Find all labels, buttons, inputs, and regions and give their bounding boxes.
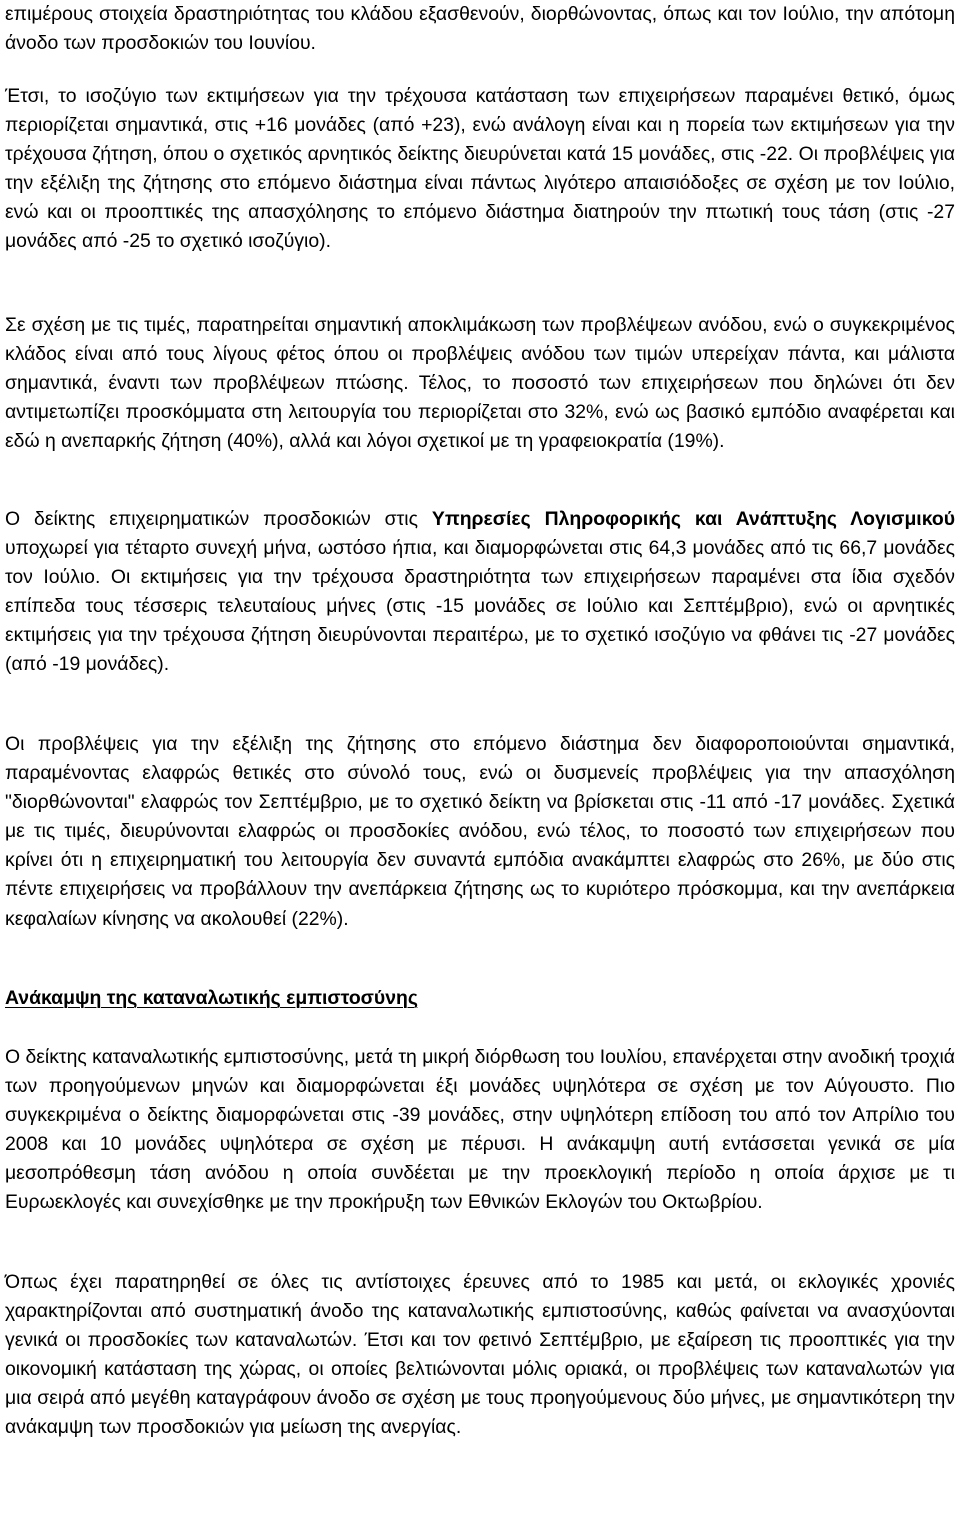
- paragraph-4-text-start: Ο δείκτης επιχειρηματικών προσδοκιών στις: [5, 508, 432, 530]
- paragraph-2-text: Έτσι, το ισοζύγιο των εκτιμήσεων για την τρέχουσα κατάσταση των επιχειρήσεων παραμένει θετικό, όμως περιορίζεται σημαντικά, στις +16 μονάδες (από +23), ενώ ανάλογη είναι και η πορεία των εκτιμήσεων για την τρέχουσα ζήτηση, όπου ο σχετικός αρνητικός δείκτης διευρύνεται κατά 15 μονάδες, στις -22. Οι προβλέψεις για την εξέλιξη της ζήτησης στο επόμενο διάστημα είναι πάντως λιγότερο απαισιόδοξες σε σχέση με τον Ιούλιο, ενώ και οι προοπτικές της απασχόλησης το επόμενο διάστημα διατηρούν την πτωτική τους τάση (στις -27 μονάδες από -25 το σχετικό ισοζύγιο).: [5, 85, 955, 253]
- paragraph-5-text: Οι προβλέψεις για την εξέλιξη της ζήτησης στο επόμενο διάστημα δεν διαφοροποιούνται σημαντικά, παραμένοντας ελαφρώς θετικές στο σύνολό τους, ενώ οι δυσμενείς προβλέψεις για την απασχόληση "διορθώνονται" ελαφρώς τον Σεπτέμβριο, με το σχετικό δείκτη να βρίσκεται στις -11 από -17 μονάδες. Σχετικά με τις τιμές, διευρύνονται ελαφρώς οι προσδοκίες ανόδου, ενώ τέλος, το ποσοστό των επιχειρήσεων που κρίνει ότι η επιχειρηματική του λειτουργία δεν συναντά εμπόδια ανακάμπτει ελαφρώς στο 26%, με δύο στις πέντε επιχειρήσεις να προβάλλουν την ανεπάρκεια ζήτησης ως το κυριότερο πρόσκομμα, και την ανεπάρκεια κεφαλαίων κίνησης να ακολουθεί (22%).: [5, 733, 955, 930]
- paragraph-2: [5, 82, 955, 257]
- paragraph-5: [5, 730, 955, 934]
- paragraph-3-text: Σε σχέση με τις τιμές, παρατηρείται σημαντική αποκλιμάκωση των προβλέψεων ανόδου, ενώ ο συγκεκριμένος κλάδος είναι από τους λίγους φέτος όπου οι προβλέψεις ανόδου των τιμών υπερείχαν πάντα, και μάλιστα σημαντικά, έναντι των προβλέψεων πτώσης. Τέλος, το ποσοστό των επιχειρήσεων που δηλώνει ότι δεν αντιμετωπίζει προσκόμματα στη λειτουργία του περιορίζεται στο 32%, ενώ ως βασικό εμπόδιο αναφέρεται και εδώ η ανεπαρκής ζήτηση (40%), αλλά και λόγοι σχετικοί με τη γραφειοκρατία (19%).: [5, 314, 955, 453]
- paragraph-3: [5, 311, 955, 456]
- paragraph-1: [5, 0, 955, 58]
- paragraph-7-text: Όπως έχει παρατηρηθεί σε όλες τις αντίστοιχες έρευνες από το 1985 και μετά, οι εκλογικές χρονιές χαρακτηρίζονται από συστηματική άνοδο της καταναλωτικής εμπιστοσύνης, καθώς φαίνεται να ανασχύονται γενικά οι προσδοκίες των καταναλωτών. Έτσι και τον φετινό Σεπτέμβριο, με εξαίρεση τις προοπτικές για την οικονομική κατάσταση της χώρας, οι οποίες βελτιώνονται μόλις οριακά, οι προβλέψεις των καταναλωτών για μια σειρά από μεγέθη καταγράφουν άνοδο σε σχέση με τους προηγούμενους δύο μήνες, με σημαντικότερη την ανάκαμψη των προσδοκιών για μείωση της ανεργίας.: [5, 1271, 955, 1439]
- section-heading: Ανάκαμψη της καταναλωτικής εμπιστοσύνης: [5, 987, 418, 1009]
- paragraph-6-text: Ο δείκτης καταναλωτικής εμπιστοσύνης, μετά τη μικρή διόρθωση του Ιουλίου, επανέρχεται στην ανοδική τροχιά των προηγούμενων μηνών και διαμορφώνεται έξι μονάδες υψηλότερα σε σχέση με τον Αύγουστο. Πιο συγκεκριμένα ο δείκτης διαμορφώνεται στις -39 μονάδες, στην υψηλότερη επίδοση του από τον Απρίλιο του 2008 και 10 μονάδες υψηλότερα σε σχέση με πέρυσι. Η ανάκαμψη αυτή εντάσσεται γενικά σε μία μεσοπρόθεσμη τάση ανόδου η οποία συνδέεται με την προεκλογική περίοδο η οποία άρχισε με τι Ευρωεκλογές και συνεχίσθηκε με την προκήρυξη των Εθνικών Εκλογών του Οκτωβρίου.: [5, 1046, 955, 1214]
- paragraph-4-text-end: υποχωρεί για τέταρτο συνεχή μήνα, ωστόσο ήπια, και διαμορφώνεται στις 64,3 μονάδες από τις 66,7 μονάδες τον Ιούλιο. Οι εκτιμήσεις για την τρέχουσα δραστηριότητα των επιχειρήσεων παραμένει στα ίδια σχεδόν επίπεδα τους τέσσερις τελευταίους μήνες (στις -15 μονάδες σε Ιούλιο και Σεπτέμβριο), ενώ οι αρνητικές εκτιμήσεις για την τρέχουσα ζήτηση διευρύνονται περαιτέρω, με το σχετικό ισοζύγιο να φθάνει τις -27 μονάδες (από -19 μονάδες).: [5, 537, 955, 676]
- paragraph-4-bold-sector: Υπηρεσίες Πληροφορικής και Ανάπτυξης Λογισμικού: [431, 508, 955, 530]
- paragraph-1-text: επιμέρους στοιχεία δραστηριότητας του κλάδου εξασθενούν, διορθώνοντας, όπως και τον Ιούλιο, την απότομη άνοδο των προσδοκιών του Ιουνίου.: [5, 3, 955, 55]
- paragraph-4: [5, 505, 955, 680]
- paragraph-6: [5, 1043, 955, 1218]
- paragraph-7: [5, 1268, 955, 1443]
